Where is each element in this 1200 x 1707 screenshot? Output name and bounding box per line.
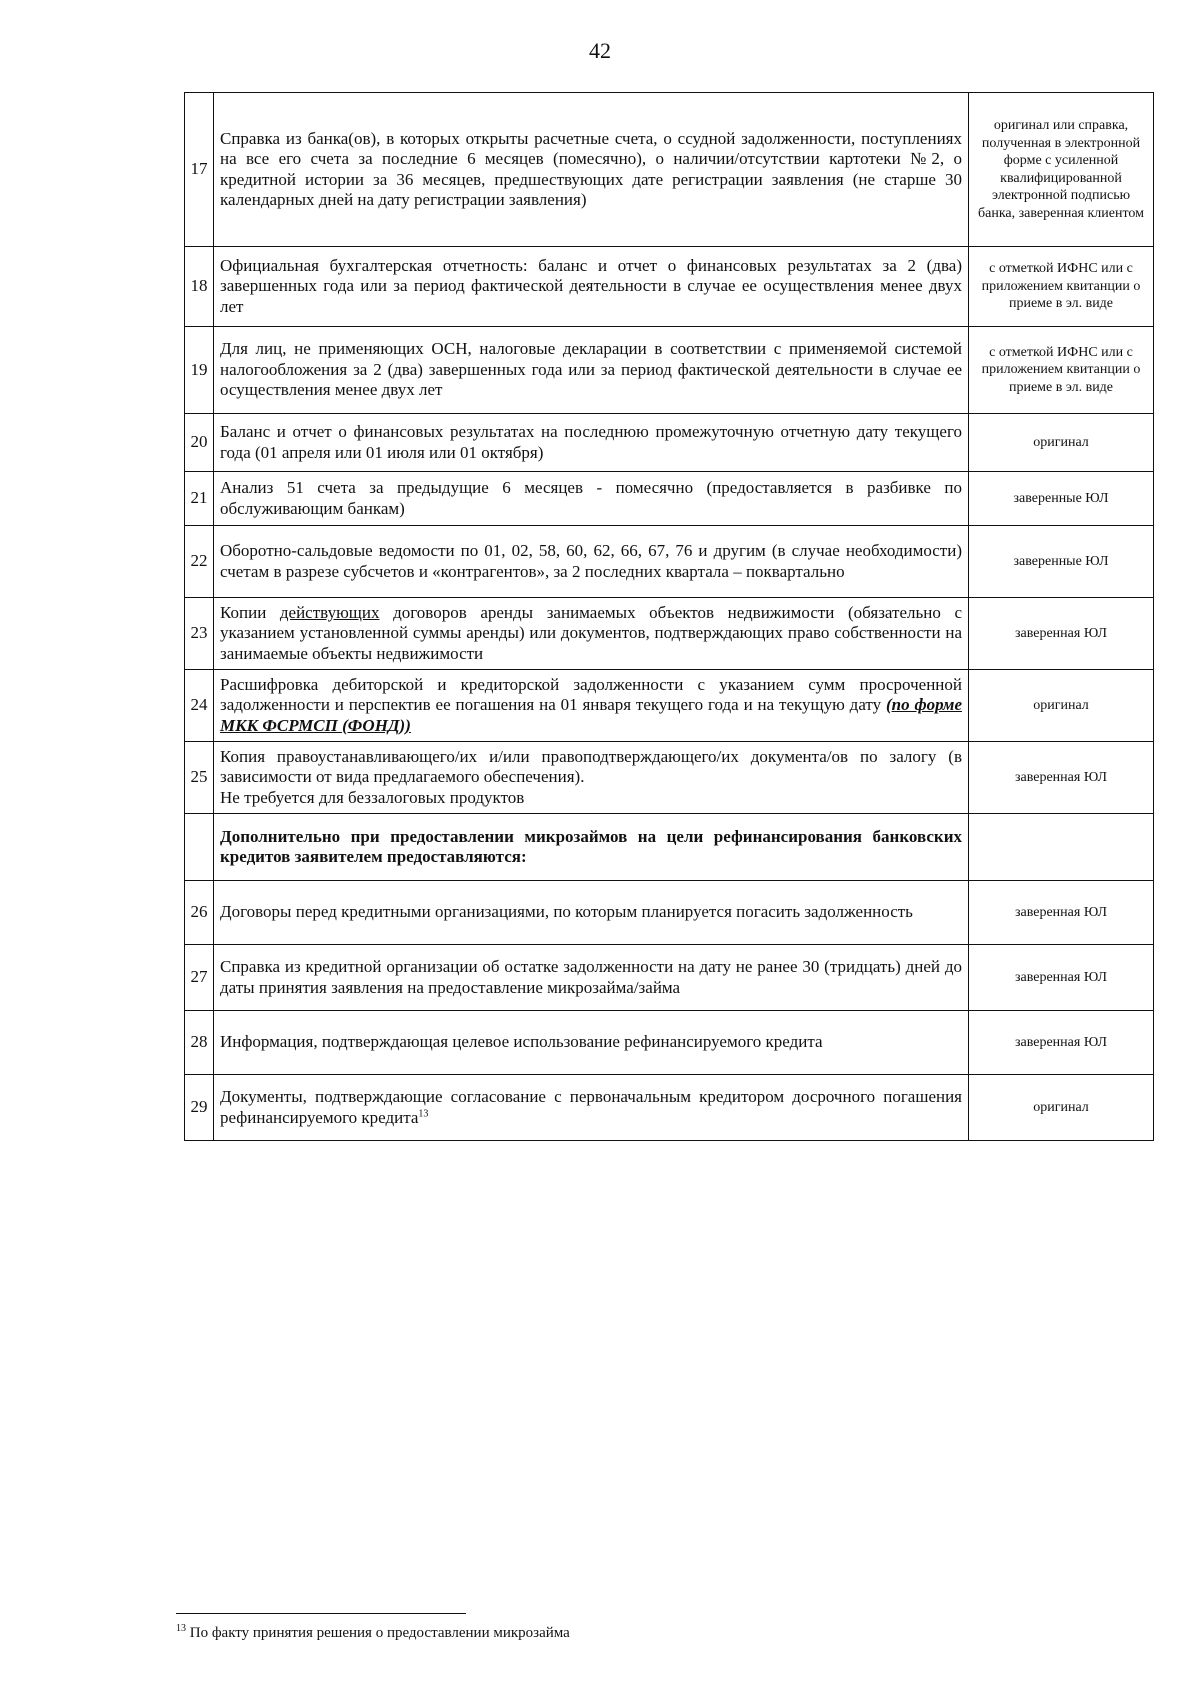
description-text: Копия правоустанавливающего/их и/или правоподтверждающего/их документа/ов по залогу (в зависимости от вида предлагаемого обеспечения). (220, 746, 962, 787)
table-row (185, 670, 1154, 742)
footnote-marker: 13 (176, 1623, 186, 1634)
description-note: Не требуется для беззалоговых продуктов (220, 787, 525, 807)
document-form: заверенная ЮЛ (969, 598, 1154, 670)
description-text: Расшифровка дебиторской и кредиторской задолженности с указанием сумм просроченной задолженности и перспектив ее погашения на 01 января текущего года и на текущую дату (220, 674, 962, 715)
documents-table (184, 92, 1154, 1141)
document-form: заверенные ЮЛ (969, 472, 1154, 526)
section-row (185, 814, 1154, 881)
table-row (185, 881, 1154, 945)
table-row (185, 742, 1154, 814)
document-description: Договоры перед кредитными организациями, по которым планируется погасить задолженность (214, 881, 969, 945)
row-number: 22 (185, 526, 214, 598)
row-number: 21 (185, 472, 214, 526)
document-form: заверенная ЮЛ (969, 742, 1154, 814)
description-text: договоров аренды занимаемых объектов недвижимости (обязательно с указанием установленной суммы аренды) или документов, подтверждающих право собственности на занимаемые объекты недвижимости (220, 602, 962, 663)
document-description: Информация, подтверждающая целевое использование рефинансируемого кредита (214, 1011, 969, 1075)
underlined-text: действующих (279, 602, 380, 622)
document-form: заверенная ЮЛ (969, 1011, 1154, 1075)
row-number: 20 (185, 414, 214, 472)
document-form: оригинал (969, 414, 1154, 472)
row-number: 19 (185, 327, 214, 414)
footnote-text: По факту принятия решения о предоставлении микрозайма (186, 1625, 570, 1641)
row-number: 17 (185, 93, 214, 247)
table-row (185, 945, 1154, 1011)
footnote-divider (176, 1613, 466, 1614)
row-number: 25 (185, 742, 214, 814)
row-number-empty (185, 814, 214, 881)
table-row (185, 93, 1154, 247)
table-row (185, 327, 1154, 414)
document-description (214, 598, 969, 670)
row-number: 24 (185, 670, 214, 742)
document-description (214, 670, 969, 742)
page-number: 42 (589, 38, 611, 63)
description-text: Документы, подтверждающие согласование с первоначальным кредитором досрочного погашения рефинансируемого кредита (220, 1087, 962, 1127)
row-number: 27 (185, 945, 214, 1011)
row-number: 18 (185, 247, 214, 327)
footnote (176, 1623, 570, 1642)
document-description: Анализ 51 счета за предыдущие 6 месяцев - помесячно (предоставляется в разбивке по обслуживающим банкам) (214, 472, 969, 526)
document-description: Официальная бухгалтерская отчетность: баланс и отчет о финансовых результатах за 2 (два) завершенных года или за период фактической деятельности в случае ее осуществления менее двух лет (214, 247, 969, 327)
document-form: заверенные ЮЛ (969, 526, 1154, 598)
row-number: 28 (185, 1011, 214, 1075)
document-description: Справка из банка(ов), в которых открыты расчетные счета, о ссудной задолженности, поступлениях на все его счета за последние 6 месяцев (помесячно), о наличии/отсутствии картотеки №2, о кредитной истории за 36 месяцев, предшествующих дате регистрации заявления (не старше 30 календарных дней на дату регистрации заявления) (214, 93, 969, 247)
document-form: оригинал (969, 670, 1154, 742)
row-number: 26 (185, 881, 214, 945)
document-form: оригинал (969, 1075, 1154, 1141)
document-form: заверенная ЮЛ (969, 881, 1154, 945)
table-row (185, 598, 1154, 670)
document-form: оригинал или справка, полученная в электронной форме с усиленной квалифицированной электронной подписью банка, заверенная клиентом (969, 93, 1154, 247)
document-form: заверенная ЮЛ (969, 945, 1154, 1011)
description-text: Копии (220, 602, 280, 622)
document-form: с отметкой ИФНС или с приложением квитанции о приеме в эл. виде (969, 247, 1154, 327)
document-description: Справка из кредитной организации об остатке задолженности на дату не ранее 30 (тридцать) дней до даты принятия заявления на предоставление микрозайма/займа (214, 945, 969, 1011)
document-form: с отметкой ИФНС или с приложением квитанции о приеме в эл. виде (969, 327, 1154, 414)
row-number: 23 (185, 598, 214, 670)
row-number: 29 (185, 1075, 214, 1141)
document-description (214, 742, 969, 814)
section-heading: Дополнительно при предоставлении микрозаймов на цели рефинансирования банковских кредитов заявителем предоставляются: (214, 814, 969, 881)
table-row (185, 1011, 1154, 1075)
document-description: Оборотно-сальдовые ведомости по 01, 02, 58, 60, 62, 66, 67, 76 и другим (в случае необходимости) счетам в разрезе субсчетов и «контрагентов», за 2 последних квартала – поквартально (214, 526, 969, 598)
footnote-reference: 13 (418, 1107, 429, 1119)
table-row (185, 247, 1154, 327)
document-form-empty (969, 814, 1154, 881)
table-row (185, 472, 1154, 526)
table-row (185, 1075, 1154, 1141)
document-description: Баланс и отчет о финансовых результатах на последнюю промежуточную отчетную дату текущего года (01 апреля или 01 июля или 01 октября) (214, 414, 969, 472)
table-row (185, 414, 1154, 472)
document-description: Для лиц, не применяющих ОСН, налоговые декларации в соответствии с применяемой системой налогообложения за 2 (два) завершенных года или за период фактической деятельности в случае ее осуществления менее двух лет (214, 327, 969, 414)
document-description (214, 1075, 969, 1141)
form-reference-text: (по форме МКК ФСРМСП (ФОНД)) (220, 695, 962, 735)
table-row (185, 526, 1154, 598)
